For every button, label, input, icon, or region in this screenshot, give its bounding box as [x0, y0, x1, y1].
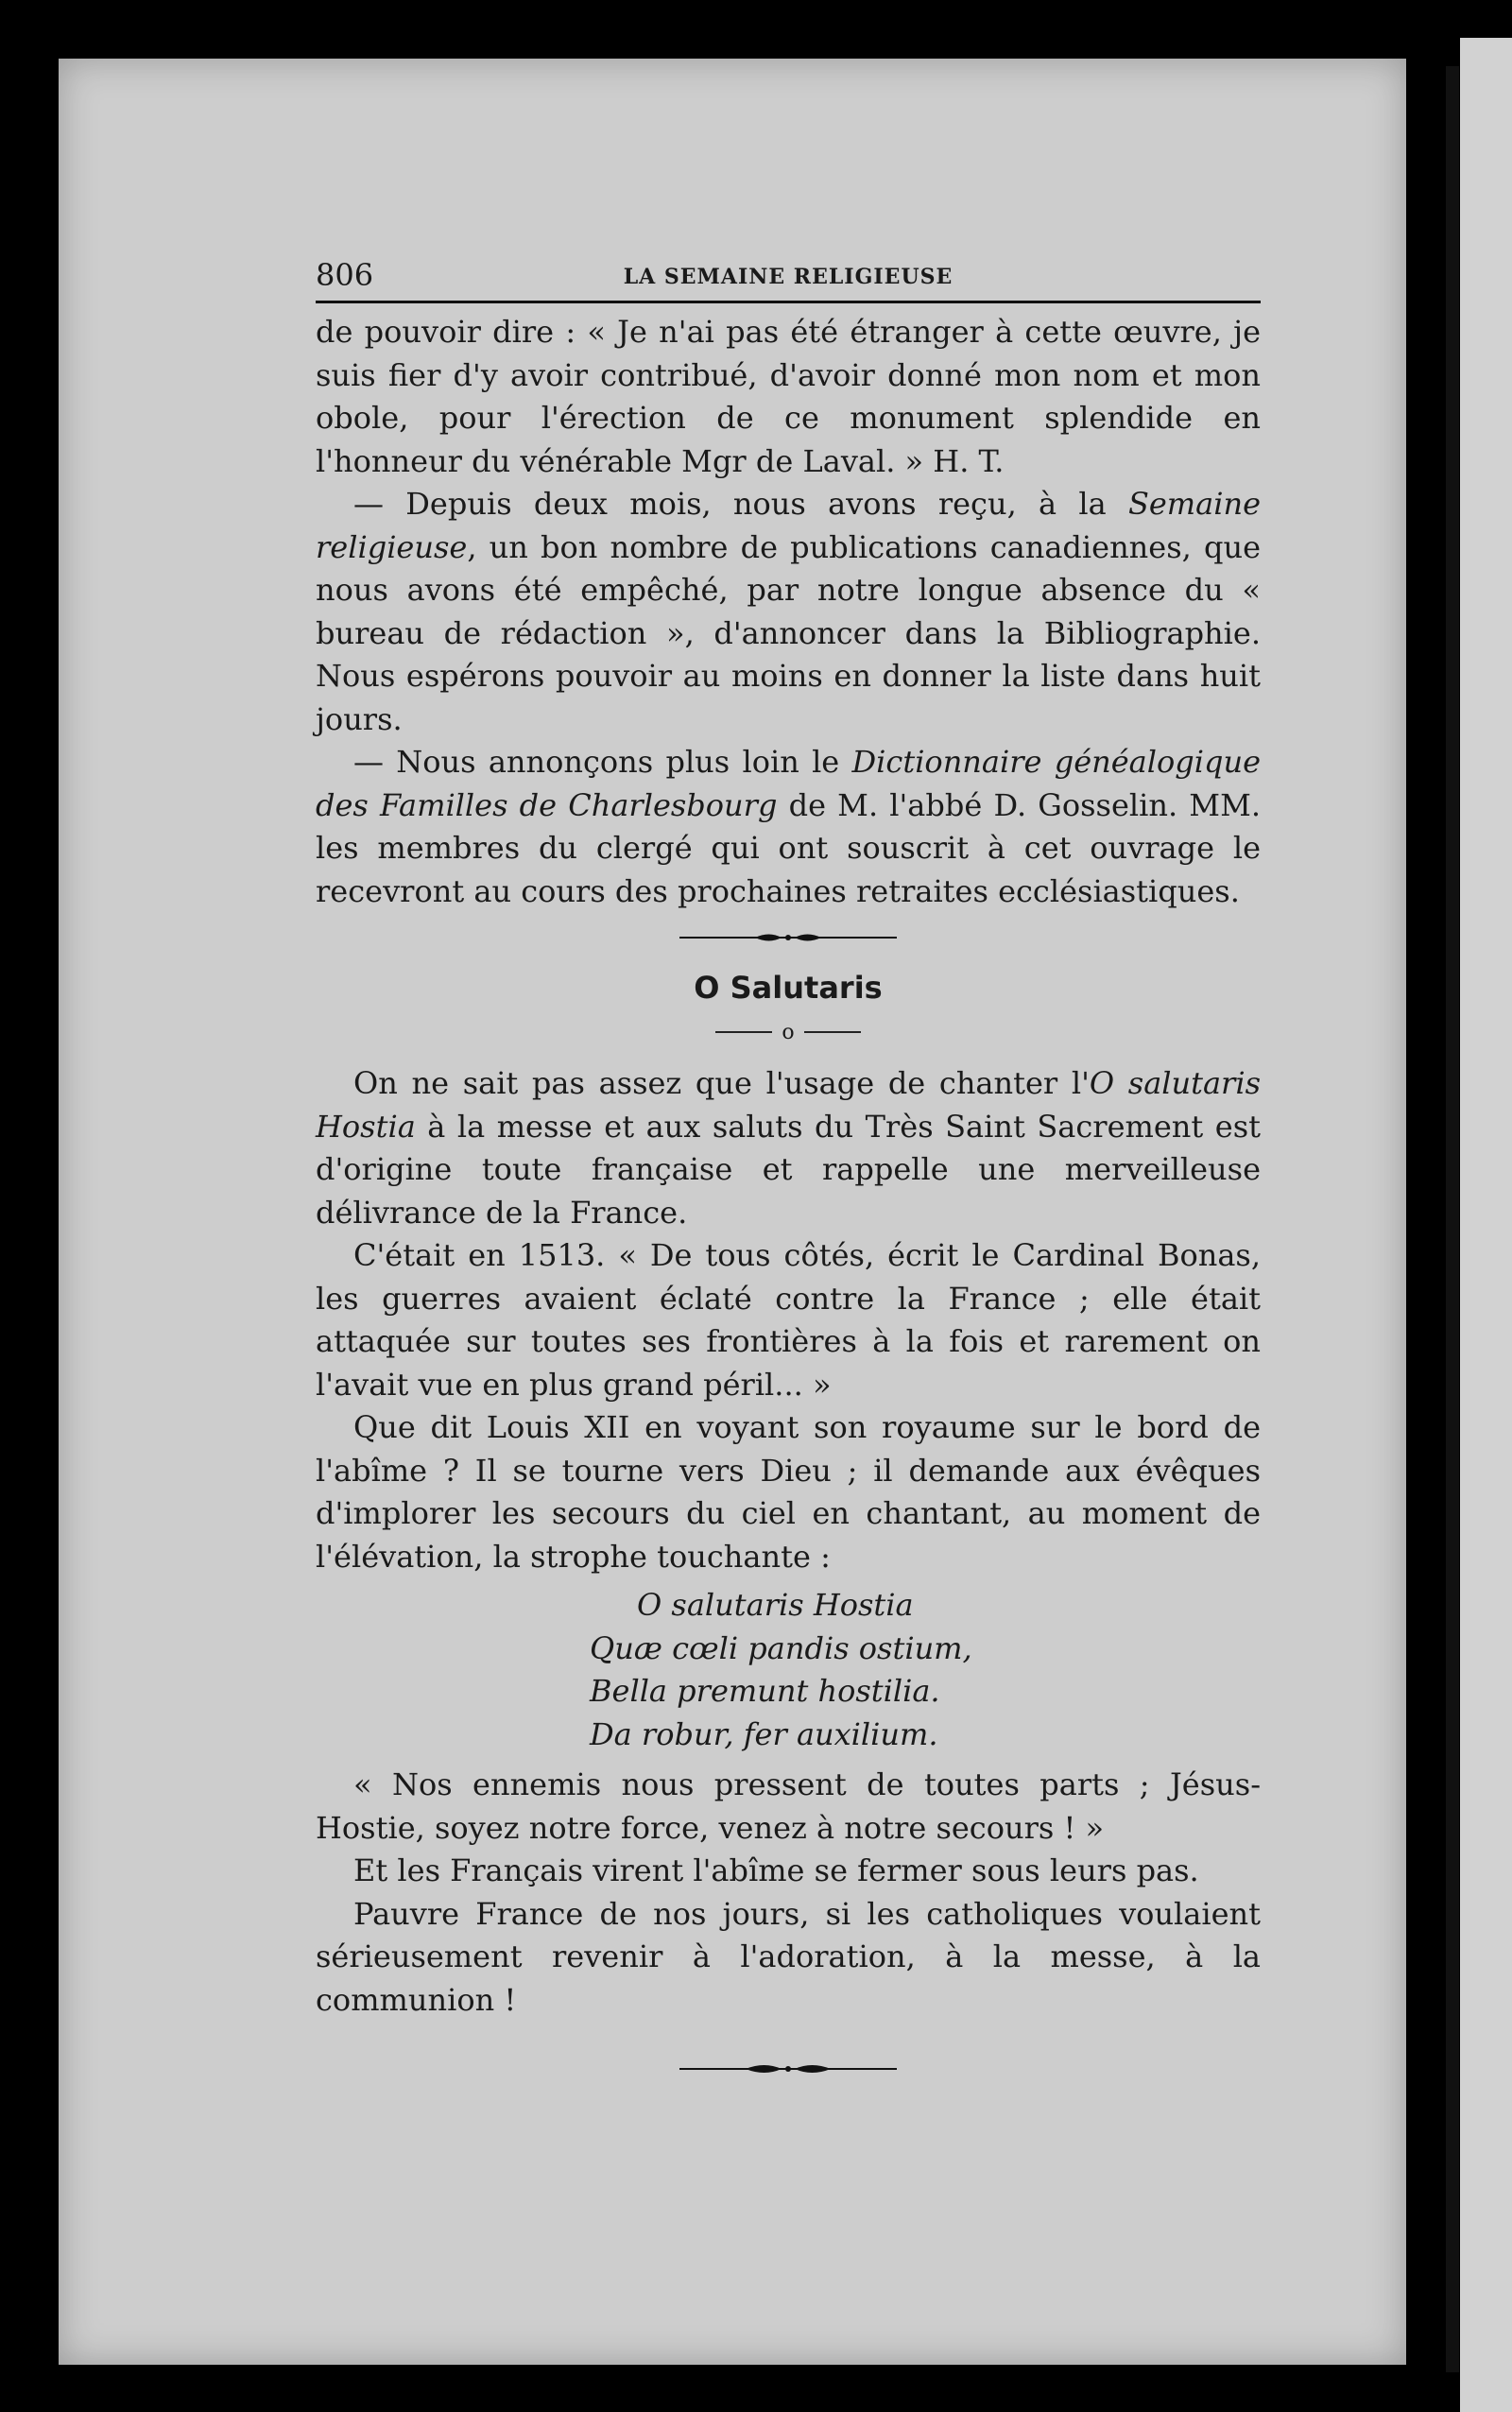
paragraph: — Nous annonçons plus loin le Dictionnaire généalogique des Familles de Charlesbourg de M. l'abbé D. Gosselin. MM. les membres du clergé qui ont souscrit à cet ouvrage le recevront au cours des prochaines retraites ecclésiastiques. [316, 744, 1262, 909]
book-title: Dictionnaire généalogique des Familles de Charlesbourg [316, 744, 1262, 823]
publication-title: Semaine religieuse [316, 486, 1261, 565]
running-head [316, 257, 1261, 303]
paragraph: « Nos ennemis nous pressent de toutes parts ; Jésus-Hostie, soyez notre force, venez à notre secours ! » [316, 1766, 1261, 1846]
verse-line: Da robur, fer auxilium. [590, 1715, 938, 1752]
verse-line: Quæ cœli pandis ostium, [590, 1629, 972, 1666]
verse-line: Bella premunt hostilia. [590, 1673, 940, 1709]
ornament-divider [316, 2050, 1261, 2088]
paragraph: On ne sait pas assez que l'usage de chanter l'O salutaris Hostia à la messe et aux saluts du Très Saint Sacrement est d'origine toute française et rappelle une merveilleuse délivrance de la France. [316, 1065, 1262, 1231]
hymn-verse [590, 1584, 1261, 1756]
paragraph: Pauvre France de nos jours, si les catholiques voulaient sérieusement revenir à l'adoration, à la messe, à la communion ! [316, 1895, 1261, 2018]
hymn-title: O salutaris Hostia [316, 1065, 1262, 1145]
section-title: O Salutaris [694, 970, 883, 1006]
ornament-divider [316, 919, 1261, 956]
ornament-icon [679, 928, 897, 947]
paragraph: Et les Français virent l'abîme se fermer sous leurs pas. [353, 1852, 1199, 1888]
page-gutter-shadow [1446, 66, 1459, 2372]
page-body [316, 311, 1261, 2088]
ornament-icon [679, 2059, 897, 2078]
paragraph: de pouvoir dire : « Je n'ai pas été étranger à cette œuvre, je suis fier d'y avoir contribué, d'avoir donné mon nom et mon obole, pour l'érection de ce monument splendide en l'honneur du vénérable Mgr de Laval. » H. T. [316, 314, 1261, 479]
page-number: 806 [316, 257, 374, 293]
running-title: LA SEMAINE RELIGIEUSE [623, 265, 954, 289]
paragraph: — Depuis deux mois, nous avons reçu, à la Semaine religieuse, un bon nombre de publications canadiennes, que nous avons été empêché, par notre longue absence du « bureau de rédaction », d'annoncer dans la Bibliographie. Nous espérons pouvoir au moins en donner la liste dans huit jours. [316, 486, 1261, 737]
paragraph: Que dit Louis XII en voyant son royaume sur le bord de l'abîme ? Il se tourne vers Dieu ; il demande aux évêques d'implorer les secours du ciel en chantant, au moment de l'élévation, la strophe touchante : [316, 1409, 1261, 1575]
verse-line: O salutaris Hostia [637, 1587, 914, 1623]
text-block [316, 257, 1261, 2088]
section-separator: o [316, 1011, 1261, 1053]
paragraph: C'était en 1513. « De tous côtés, écrit le Cardinal Bonas, les guerres avaient éclaté contre la France ; elle était attaquée sur toutes ses frontières à la fois et rarement on l'avait vue en plus grand péril... » [316, 1237, 1261, 1403]
adjacent-page-edge [1460, 38, 1512, 2412]
